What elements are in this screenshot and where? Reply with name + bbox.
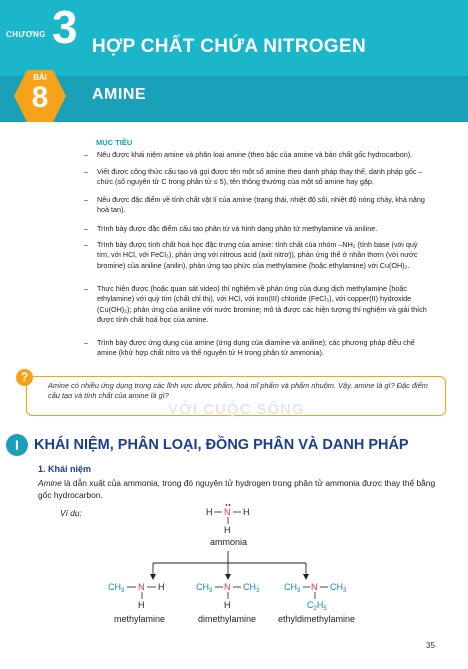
atom-h: H xyxy=(138,600,145,610)
group-ch3: $CH_3$ xyxy=(330,582,347,594)
lesson-title: AMINE xyxy=(92,86,147,103)
section-title: KHÁI NIỆM, PHÂN LOẠI, ĐỒNG PHÂN VÀ DANH PHÁP xyxy=(34,437,409,453)
section-numeral: I xyxy=(6,434,28,456)
objectives-heading: MỤC TIÊU xyxy=(96,138,133,147)
atom-h: H xyxy=(243,507,250,517)
objective-item: – Trình bày được tính chất hoá học đặc trưng của amine: tính chất của nhóm –NH₂ (tính base (với quỳ tím, với HCl, với FeCl₃), phản ứng với nitrous acid (axit nitrơ)), phản ứng thế ở nhân thơm (với nước bromine) của aniline (anilin), phản ứng tạo phức của methylamine (hoặc ethylamine) với Cu(OH)₂. xyxy=(84,240,418,270)
group-ch3: $CH_3$ xyxy=(284,582,301,594)
group-ch3: $CH_3$ xyxy=(196,582,213,594)
chapter-title: HỢP CHẤT CHỨA NITROGEN xyxy=(92,36,366,57)
example-label: Ví dụ: xyxy=(60,508,82,518)
methylamine-structure xyxy=(108,582,165,624)
objective-item: – Thực hiện được (hoặc quan sát video) thí nghiệm về phản ứng của dung dịch methylamine (hoặc ethylamine) với quỳ tím (chất chỉ thị), với HCl, với iron(III) chloride (FeCl₃), với copper(II) hydroxide (Cu(OH)₂); phản ứng của aniline với nước bromine; mô tả được các hiện tượng thí nghiệm và giải thích được tính chất hoá học của amine. xyxy=(84,284,427,325)
ethyldimethylamine-structure xyxy=(278,582,355,624)
group-c2h5: $C_2H_5$ xyxy=(307,600,327,612)
objective-item: – Nêu được khái niệm amine và phân loại amine (theo bậc của amine và bản chất gốc hydrocarbon). xyxy=(84,150,413,159)
atom-n: N xyxy=(311,582,318,592)
atom-h: H xyxy=(224,600,231,610)
chapter-number: 3 xyxy=(52,1,78,53)
chapter-label: CHƯƠNG xyxy=(6,30,47,39)
atom-n: N xyxy=(224,507,231,517)
definition-body: là dẫn xuất của ammonia, trong đó nguyên tử hydrogen trong phân tử ammonia được thay thế bằng gốc hydrocarbon. xyxy=(38,478,436,500)
label-dimethylamine: dimethylamine xyxy=(198,614,257,624)
atom-h: H xyxy=(224,525,231,535)
atom-h: H xyxy=(206,507,213,517)
atom-h: H xyxy=(158,582,165,592)
objective-item: – Nêu được đặc điểm về tính chất vật lí của amine (trạng thái, nhiệt độ sôi, nhiệt độ nóng chảy, khả năng hoà tan). xyxy=(84,195,425,215)
question-text: Amine có nhiều ứng dụng trong các lĩnh vực dược phẩm, hoá mĩ phẩm và phẩm nhuộm. Vậy, amine là gì? Đặc điểm cấu tạo và tính chất của amine là gì? xyxy=(48,381,428,401)
watermark: VỚI CUỘC SỐNG xyxy=(168,401,305,418)
lesson-label: BÀI xyxy=(33,73,47,82)
label-ammonia: ammonia xyxy=(210,537,248,547)
question-icon: ? xyxy=(16,369,33,386)
dimethylamine-structure xyxy=(196,582,260,624)
ammonia-structure xyxy=(206,504,250,547)
lesson-number: 8 xyxy=(31,81,49,114)
label-methylamine: methylamine xyxy=(114,614,166,624)
objective-item: – Viết được công thức cấu tạo và gọi được tên một số amine theo danh pháp thay thế, danh pháp gốc – chức (số nguyên tử C trong phân tử ≤ 5), tên thông thường của một số amine hay gặp. xyxy=(84,167,423,187)
label-ethyldimethylamine: ethyldimethylamine xyxy=(278,614,356,624)
page-number: 35 xyxy=(426,641,435,650)
arrow-connectors xyxy=(153,551,306,575)
definition-term: Amine xyxy=(38,478,62,488)
objective-item: – Trình bày được đặc điểm cấu tạo phân tử và hình dạng phân tử methylamine và aniline. xyxy=(84,224,378,233)
objective-item: – Trình bày được ứng dụng của amine (ứng dụng của diamine và aniline); các phương pháp điều chế amine (khử hợp chất nitro và thế nguyên tử H trong phân tử ammonia). xyxy=(84,338,415,358)
group-ch3: $CH_3$ xyxy=(108,582,125,594)
subsection-heading: 1. Khái niệm xyxy=(38,464,92,474)
atom-n: N xyxy=(224,582,231,592)
arrow-heads xyxy=(150,574,309,580)
group-ch3: $CH_3$ xyxy=(243,582,260,594)
atom-n: N xyxy=(138,582,145,592)
